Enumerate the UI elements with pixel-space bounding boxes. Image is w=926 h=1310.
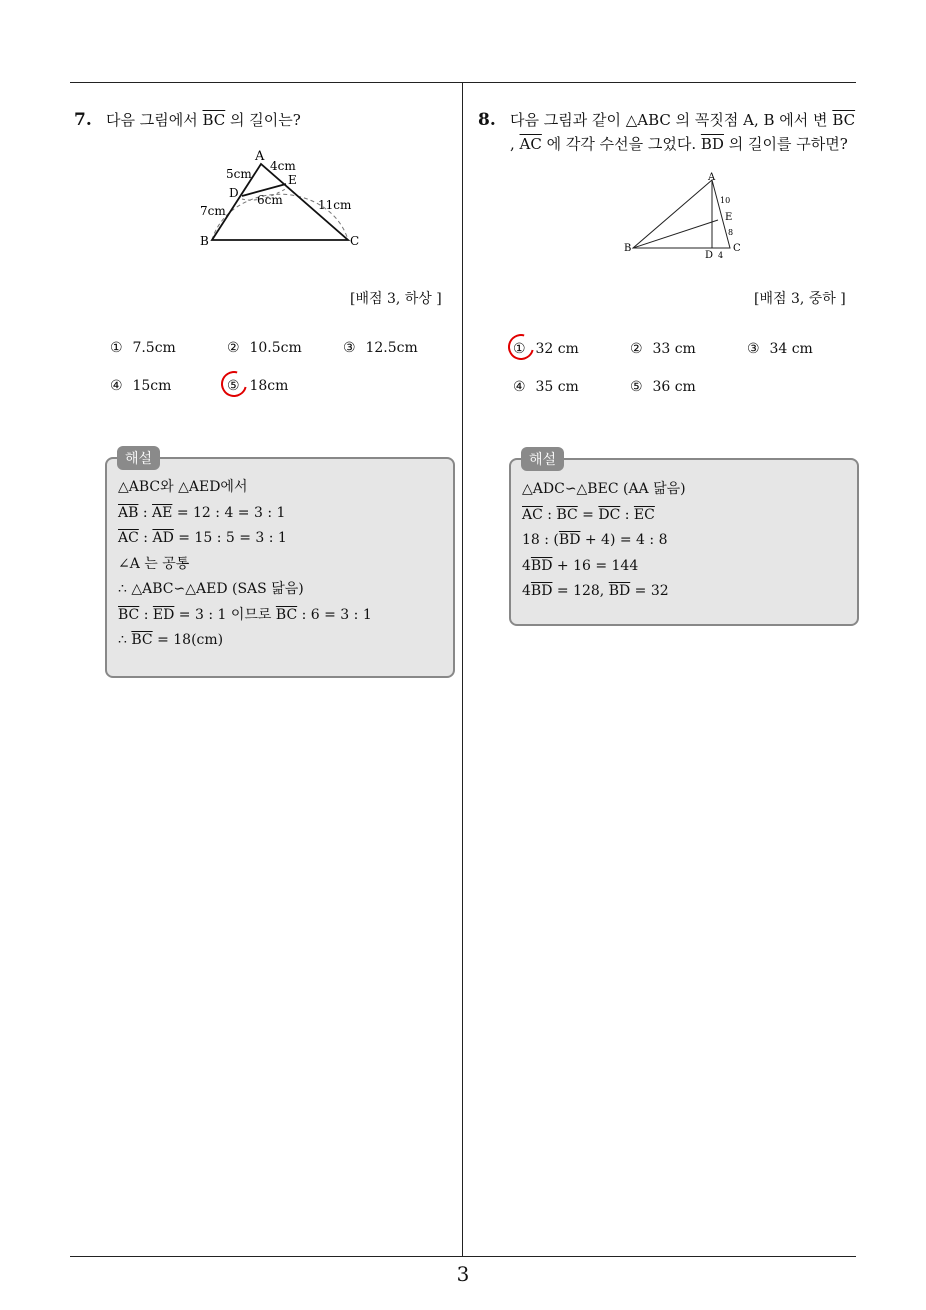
q8-figure: [618, 170, 748, 262]
q8-choice-3: ③ 34 cm: [747, 341, 813, 357]
q7-sol-line-3: $\overline{AC}$ : $\overline{AD} = 15$ : 5 = 3 : 1: [118, 530, 287, 546]
top-rule: [70, 82, 856, 83]
q8-solution: [522, 477, 686, 605]
q7-text-post: 의 길이는?: [225, 111, 301, 129]
q8-label-a: A: [708, 172, 716, 183]
q7-len-de: 6cm: [257, 193, 283, 207]
q7-choice-3: ③ 12.5cm: [343, 340, 418, 356]
q8-len-ae: 10: [720, 196, 731, 205]
q7-label-d: D: [229, 186, 239, 200]
q8-answer-circle: [503, 329, 539, 365]
q8-explain-tag: 해설: [521, 447, 564, 471]
q7-explain-tag: 해설: [117, 446, 160, 470]
q7-len-ec: 11cm: [318, 198, 352, 212]
q7-label-e: E: [288, 173, 297, 187]
q8-sol-line-2: $\overline{AC}$ : $\overline{BC} = \overline{DC}$ : $\overline{EC}$: [522, 506, 655, 523]
q8-question-line-2: , $\overline{AC}$ 에 각각 수선을 그었다. $\overline{BD}$ 의 길이를 구하면?: [510, 135, 848, 153]
q7-sol-line-1: △ABC와 △AED에서: [118, 479, 248, 495]
q7-choice-4: ④ 15cm: [110, 378, 172, 394]
q8-label-c: C: [733, 243, 741, 254]
q8-label-d: D: [705, 250, 714, 261]
q8-label-b: B: [624, 243, 632, 254]
q8-sol-line-3: 18 : $(\overline{BD} + 4) = 4$ : 8: [522, 532, 668, 548]
q8-choice-2: ② 33 cm: [630, 341, 696, 357]
q8-question: [510, 108, 860, 156]
q8-score: [배점 3, 중하 ]: [754, 291, 846, 307]
q8-len-dc: 4: [718, 251, 724, 260]
q7-sol-line-2: $\overline{AB}$ : $\overline{AE} = 12$ : 4 = 3 : 1: [118, 504, 286, 521]
q7-text-pre: 다음 그림에서: [106, 111, 203, 129]
q7-question: [106, 108, 301, 132]
q7-label-a: A: [255, 149, 265, 164]
q7-choice-1: ① 7.5cm: [110, 340, 176, 356]
q7-segment: $\overline{BC}$: [202, 111, 226, 129]
q8-sol-line-5: $4\overline{BD} = 128$, $\overline{BD} = 32$: [522, 583, 669, 599]
q7-sol-line-7: ∴ $\overline{BC} = 18(cm)$: [118, 632, 224, 648]
q7-sol-line-6: $\overline{BC}$ : $\overline{ED} = 3$ : 1 이므로 $\overline{BC}$ : 6 = 3 : 1: [118, 606, 372, 623]
q8-sol-line-1: △ADC∽△BEC (AA 닮음): [522, 481, 686, 497]
column-divider: [462, 83, 463, 1257]
q7-figure: [190, 146, 370, 252]
q8-number: 8.: [478, 110, 496, 130]
q7-label-b: B: [200, 234, 209, 248]
q8-question-line-1: 다음 그림과 같이 △ABC 의 꼭짓점 A, B 에서 변 $\overline{BC}$: [510, 111, 856, 129]
q7-score: [배점 3, 하상 ]: [350, 291, 442, 307]
q7-len-ad: 5cm: [226, 167, 252, 181]
q8-label-e: E: [725, 212, 733, 223]
q7-sol-line-4: ∠A 는 공통: [118, 555, 190, 572]
page-number: 3: [456, 1262, 470, 1286]
q7-answer-circle: [216, 366, 252, 402]
q8-choice-4: ④ 35 cm: [513, 379, 579, 395]
q8-altitude-be: [633, 220, 718, 248]
q8-triangle: [633, 180, 733, 248]
q7-solution: [118, 475, 372, 654]
q7-choice-5: ⑤ 18cm: [227, 378, 289, 394]
q8-sol-line-4: $4\overline{BD} + 16 = 144$: [522, 557, 639, 574]
q7-len-db: 7cm: [200, 204, 226, 218]
q8-len-ec: 8: [728, 228, 734, 237]
q7-len-ae: 4cm: [270, 159, 296, 173]
q8-choice-1: ① 32 cm: [513, 341, 579, 357]
q7-label-c: C: [350, 234, 360, 248]
q7-sol-line-5: ∴ △ABC∽△AED (SAS 닮음): [118, 581, 304, 597]
bottom-rule: [70, 1256, 856, 1257]
q7-choice-2: ② 10.5cm: [227, 340, 302, 356]
q7-number: 7.: [74, 110, 92, 130]
q8-choice-5: ⑤ 36 cm: [630, 379, 696, 395]
